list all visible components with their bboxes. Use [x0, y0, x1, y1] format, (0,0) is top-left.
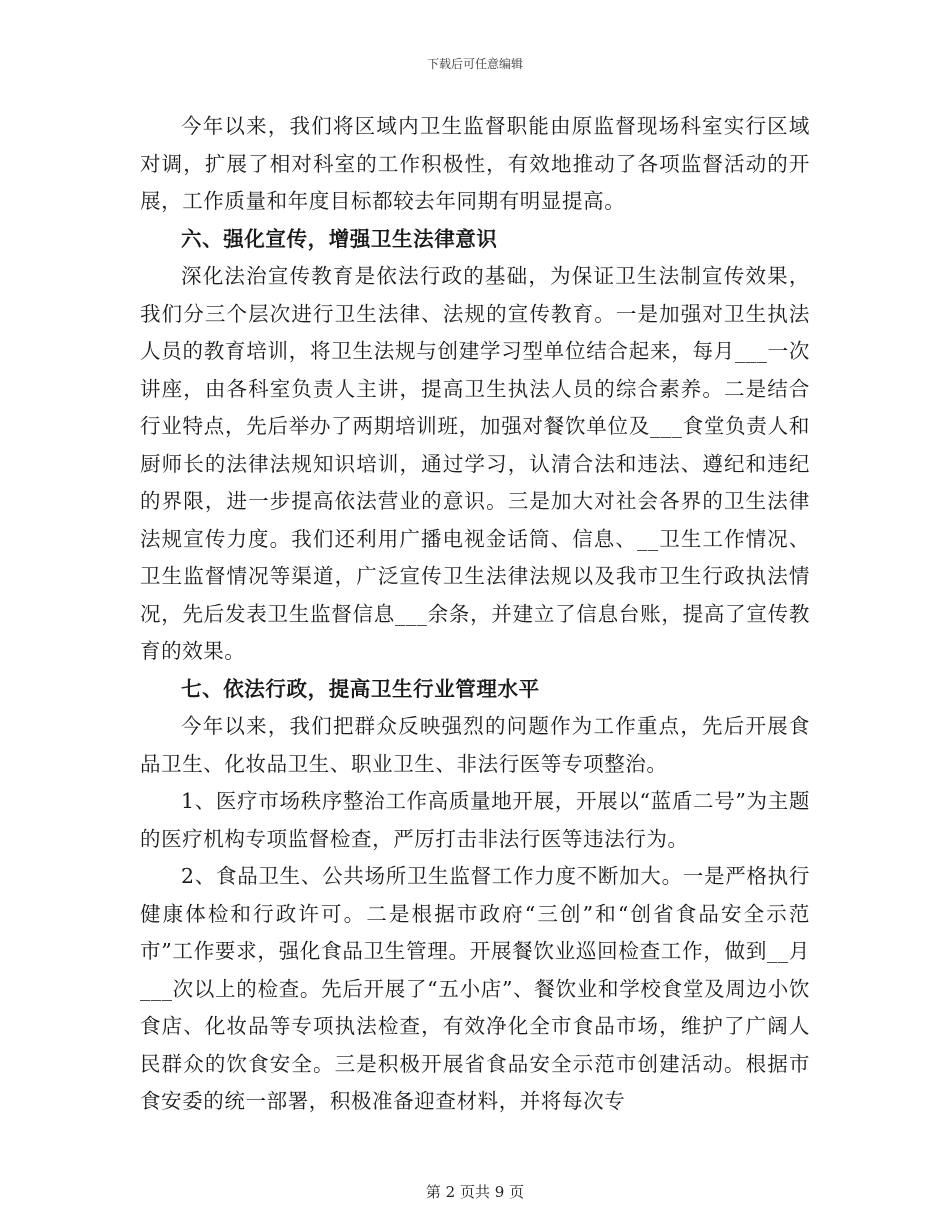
list-item-paragraph: 2、食品卫生、公共场所卫生监督工作力度不断加大。一是严格执行健康体检和行政许可。二是根据市政府“三创”和“创省食品安全示范市”工作要求，强化食品卫生管理。开展餐饮业巡回检查工作，做到__月___次以上的检查。先后开展了“五小店”、餐饮业和学校食堂及周边小饮食店、化妆品等专项执法检查，有效净化全市食品市场，维护了广阔人民群众的饮食安全。三是积极开展省食品安全示范市创建活动。根据市食安委的统一部署，积极准备迎查材料，并将每次专 [140, 864, 810, 1113]
page-footer: 第 2 页共 9 页 [425, 1183, 525, 1201]
paragraph: 深化法治宣传教育是依法行政的基础，为保证卫生法制宣传效果，我们分三个层次进行卫生法律、法规的宣传教育。一是加强对卫生执法人员的教育培训，将卫生法规与创建学习型单位结合起来，每月___一次讲座，由各科室负责人主讲，提高卫生执法人员的综合素养。二是结合行业特点，先后举办了两期培训班，加强对餐饮单位及___食堂负责人和厨师长的法律法规知识培训，通过学习，认清合法和违法、遵纪和违纪的界限，进一步提高依法营业的意识。三是加大对社会各界的卫生法律法规宣传力度。我们还利用广播电视金话筒、信息、__卫生工作情况、卫生监督情况等渠道，广泛宣传卫生法律法规以及我市卫生行政执法情况，先后发表卫生监督信息___余条，并建立了信息台账，提高了宣传教育的效果。 [140, 264, 810, 663]
paragraph: 今年以来，我们把群众反映强烈的问题作为工作重点，先后开展食品卫生、化妆品卫生、职业卫生、非法行医等专项整治。 [140, 714, 810, 776]
section-heading: 七、依法行政，提高卫生行业管理水平 [181, 676, 540, 701]
document-body [140, 108, 810, 1121]
paragraph: 今年以来，我们将区域内卫生监督职能由原监督现场科室实行区域对调，扩展了相对科室的工作积极性，有效地推动了各项监督活动的开展，工作质量和年度目标都较去年同期有明显提高。 [140, 114, 810, 213]
list-item-paragraph: 1、医疗市场秩序整治工作高质量地开展，开展以“蓝盾二号”为主题的医疗机构专项监督检查，严厉打击非法行医等违法行为。 [140, 789, 810, 851]
section-heading: 六、强化宣传，增强卫生法律意识 [181, 226, 498, 251]
page-header: 下载后可任意编辑 [426, 57, 523, 71]
